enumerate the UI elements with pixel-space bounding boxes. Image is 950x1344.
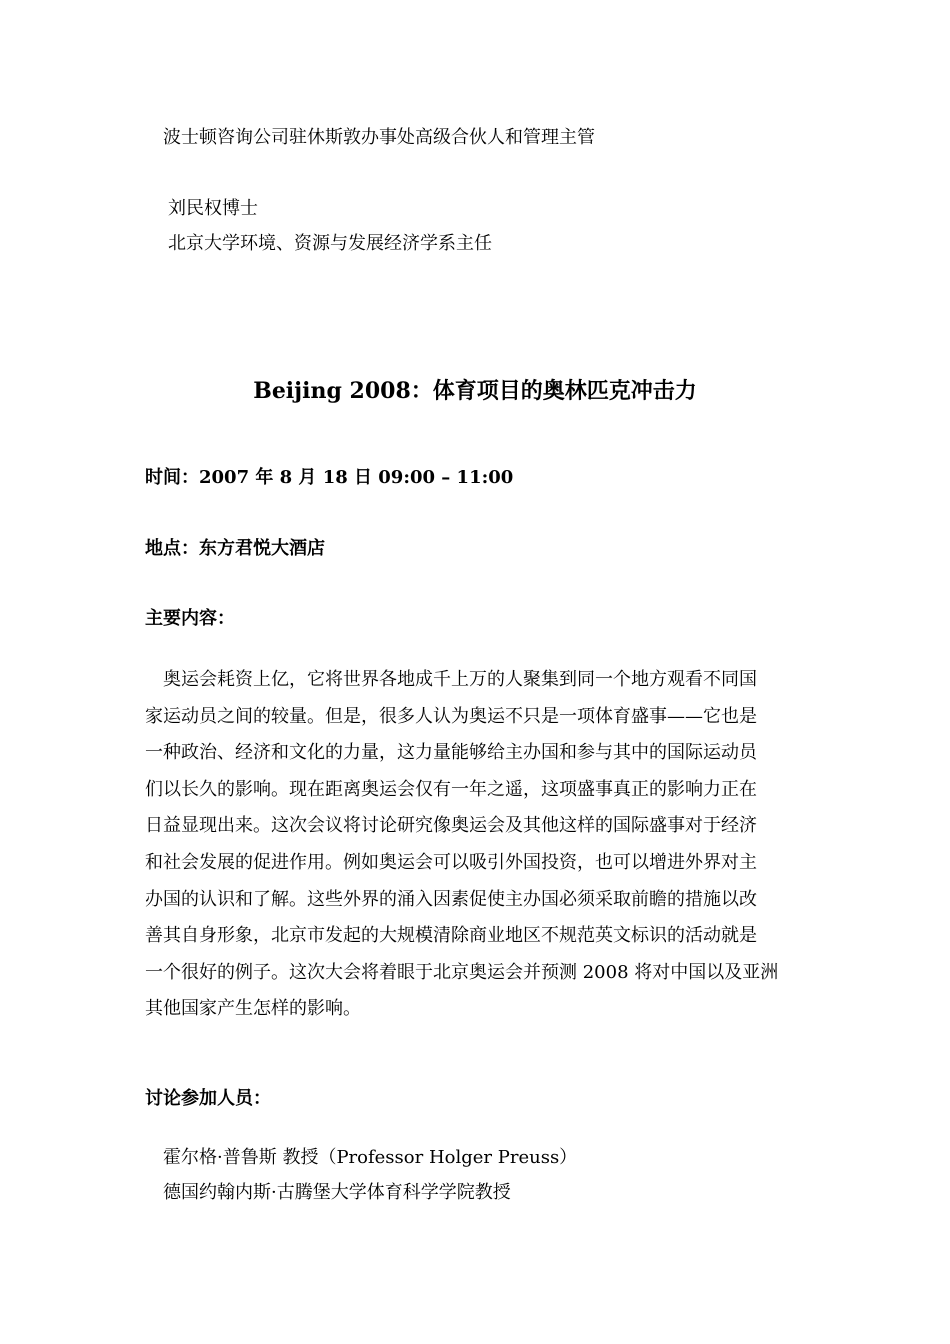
affiliation-line: 波士顿咨询公司驻休斯敦办事处高级合伙人和管理主管 — [163, 127, 595, 148]
paragraph-line: 一个很好的例子。这次大会将着眼于北京奥运会并预测 2008 将对中国以及亚洲 — [145, 961, 779, 983]
paragraph-line: 其他国家产生怎样的影响。 — [145, 998, 361, 1020]
paragraph-line: 们以长久的影响。现在距离奥运会仅有一年之遥，这项盛事真正的影响力正在 — [145, 778, 757, 800]
session-title: Beijing 2008：体育项目的奥林匹克冲击力 — [253, 378, 697, 404]
paragraph-line: 家运动员之间的较量。但是，很多人认为奥运不只是一项体育盛事——它也是 — [145, 705, 757, 727]
paragraph-line: 奥运会耗资上亿，它将世界各地成千上万的人聚集到同一个地方观看不同国 — [145, 669, 757, 690]
content-paragraph — [145, 662, 807, 1028]
participants-heading: 讨论参加人员： — [145, 1088, 271, 1109]
participant-name: 霍尔格·普鲁斯 教授（Professor Holger Preuss） — [163, 1147, 578, 1168]
session-time: 时间：2007 年 8 月 18 日 09:00 – 11:00 — [145, 467, 514, 488]
paragraph-line: 日益显现出来。这次会议将讨论研究像奥运会及其他这样的国际盛事对于经济 — [145, 815, 757, 837]
participant-title: 德国约翰内斯·古腾堡大学体育科学学院教授 — [163, 1182, 511, 1203]
content-heading: 主要内容： — [145, 608, 235, 629]
person-name: 刘民权博士 — [168, 198, 258, 219]
paragraph-line: 善其自身形象，北京市发起的大规模清除商业地区不规范英文标识的活动就是 — [145, 925, 757, 947]
session-location: 地点：东方君悦大酒店 — [145, 538, 325, 559]
paragraph-line: 办国的认识和了解。这些外界的涌入因素促使主办国必须采取前瞻的措施以改 — [145, 888, 757, 910]
person-title: 北京大学环境、资源与发展经济学系主任 — [168, 233, 492, 254]
paragraph-line: 一种政治、经济和文化的力量，这力量能够给主办国和参与其中的国际运动员 — [145, 742, 757, 764]
paragraph-line: 和社会发展的促进作用。例如奥运会可以吸引外国投资，也可以增进外界对主 — [145, 851, 757, 873]
